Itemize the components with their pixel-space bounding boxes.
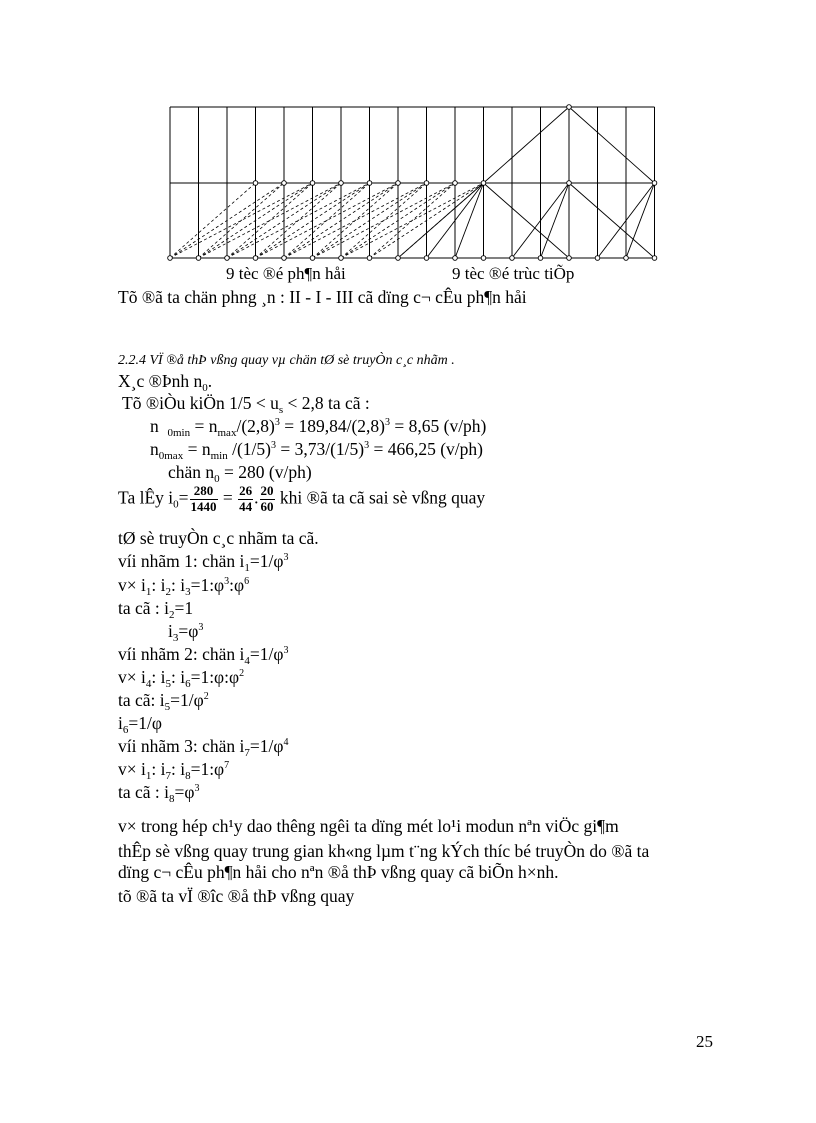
diagram-node: [339, 181, 344, 186]
dashed-transmission-line: [170, 183, 256, 258]
direct-line: [484, 107, 570, 183]
section-heading: 2.2.4 VÏ ®å thÞ vßng quay vµ chän tØ sè truyÒn c¸c nhãm .: [118, 353, 455, 368]
dashed-transmission-line: [227, 183, 313, 258]
direct-line: [626, 183, 655, 258]
diagram-node: [652, 256, 657, 261]
direct-line: [569, 183, 655, 258]
dashed-transmission-line: [256, 183, 342, 258]
paragraph-line-4: tõ ®ã ta vÏ ®îc ®å thÞ vßng quay: [118, 886, 355, 906]
direct-line: [569, 107, 655, 183]
diagram-node: [510, 256, 515, 261]
text-line-i8: ta cã : $i_8=\varphi^3$: [118, 782, 200, 805]
feedback-dashed-lines: [170, 183, 484, 258]
direct-line: [455, 183, 484, 258]
diagram-node: [253, 256, 258, 261]
text-line-group2-ratio: $v\times i_4$: $i_5$: $i_6=1:\varphi:\varphi^2$: [118, 667, 245, 690]
diagram-node: [367, 256, 372, 261]
diagram-node: [225, 256, 230, 261]
diagram-node: [424, 181, 429, 186]
caption-feedback-speeds: 9 tèc ®é ph¶n håi: [226, 264, 346, 283]
diagram-node: [453, 181, 458, 186]
diagram-node: [367, 181, 372, 186]
diagram-node: [567, 181, 572, 186]
dashed-transmission-line: [341, 183, 427, 258]
diagram-node: [595, 256, 600, 261]
direct-line: [484, 183, 570, 258]
text-line-i5: ta cã: $i_5=1/\varphi^2$: [118, 690, 209, 713]
text-line-group1-ratio: $v\times i_1$: $i_2$: $i_3=1:\varphi^3:\varphi^6$: [118, 575, 250, 598]
diagram-node: [282, 181, 287, 186]
diagram-grid: [170, 107, 655, 258]
diagram-node: [481, 256, 486, 261]
formula-n0min: n $_{0min} = n_{max}/(2,8)^3 = 189,84/(2,8)^3 = 8,65$ (v/ph): [150, 416, 487, 439]
diagram-node: [253, 181, 258, 186]
diagram-node: [453, 256, 458, 261]
text-line-group1: víi nhãm 1: chän $i_1=1/\varphi^3$: [118, 551, 289, 574]
direct-line: [541, 183, 570, 258]
diagram-node: [538, 256, 543, 261]
text-line-group3-ratio: $v\times i_1$: $i_7$: $i_8=1:\varphi^7$: [118, 759, 230, 782]
diagram-node: [396, 256, 401, 261]
diagram-node: [624, 256, 629, 261]
dashed-transmission-line: [284, 183, 370, 258]
caption-direct-speeds: 9 tèc ®é trùc tiÕp: [452, 264, 575, 283]
paragraph-line-2: thÊp sè vßng quay trung gian kh«ng lµm t¨ng kÝch thíc bé truyÒn do ®ã ta: [118, 841, 650, 861]
diagram-node: [567, 256, 572, 261]
diagram-node: [310, 181, 315, 186]
diagram-node: [168, 256, 173, 261]
speed-graph-diagram: [0, 0, 816, 300]
text-line-i3: $i_3=\varphi^3$: [168, 621, 204, 644]
diagram-node: [339, 256, 344, 261]
fraction-20-60: $\frac{20}{60}$: [260, 483, 274, 514]
fraction-26-44: $\frac{26}{44}$: [239, 483, 253, 514]
text-line-ratios: tØ sè truyÒn c¸c nhãm ta cã.: [118, 528, 319, 548]
diagram-node: [310, 256, 315, 261]
diagram-node: [424, 256, 429, 261]
paragraph-line-3: dïng c¬ cÊu ph¶n håi cho nªn ®å thÞ vßng quay cã biÕn h×nh.: [118, 862, 559, 882]
formula-n0max: $n_{0max} = n_{min}$ $/(1/5)^3 = 3,73/(1/5)^3 = 466,25$ (v/ph): [150, 439, 483, 462]
text-line-variant-choice: Tõ ®ã ta chän phng ¸n : II - I - III cã dïng c¬ cÊu ph¶n håi: [118, 287, 527, 307]
text-line-i2: ta cã : $i_2=1$: [118, 598, 194, 621]
diagram-node: [196, 256, 201, 261]
page-number: 25: [696, 1032, 713, 1051]
text-line-determine-n0: X¸c ®Þnh $n_0$.: [118, 371, 213, 394]
direct-line: [398, 183, 484, 258]
text-line-condition: Tõ ®iÒu kiÖn $1/5 < u_s < 2,8$ ta cã :: [122, 393, 370, 416]
diagram-node: [396, 181, 401, 186]
diagram-node: [652, 181, 657, 186]
dashed-transmission-line: [199, 183, 285, 258]
formula-i0: Ta lÊy $i_0=$ $\frac{280}{1440}$ = $\frac{26}{44}$ . $\frac{20}{60}$ khi ®ã ta cã sai sè vßng quay: [118, 483, 486, 514]
diagram-node: [481, 181, 486, 186]
dashed-transmission-line: [370, 183, 456, 258]
dashed-transmission-line: [313, 183, 399, 258]
text-line-group3: víi nhãm 3: chän $i_7=1/\varphi^4$: [118, 736, 289, 759]
diagram-node: [282, 256, 287, 261]
text-line-i6: $i_6=1/\varphi$: [118, 713, 162, 736]
text-line-choose-n0: chän $n_0 = 280$ (v/ph): [168, 462, 312, 485]
diagram-node: [567, 105, 572, 110]
fraction-280-1440: $\frac{280}{1440}$: [190, 483, 217, 514]
paragraph-line-1: v× trong hép ch¹y dao thêng ngêi ta dïng mét lo¹i modun nªn viÖc gi¶m: [118, 816, 619, 836]
text-line-group2: víi nhãm 2: chän $i_4=1/\varphi^3$: [118, 644, 289, 667]
